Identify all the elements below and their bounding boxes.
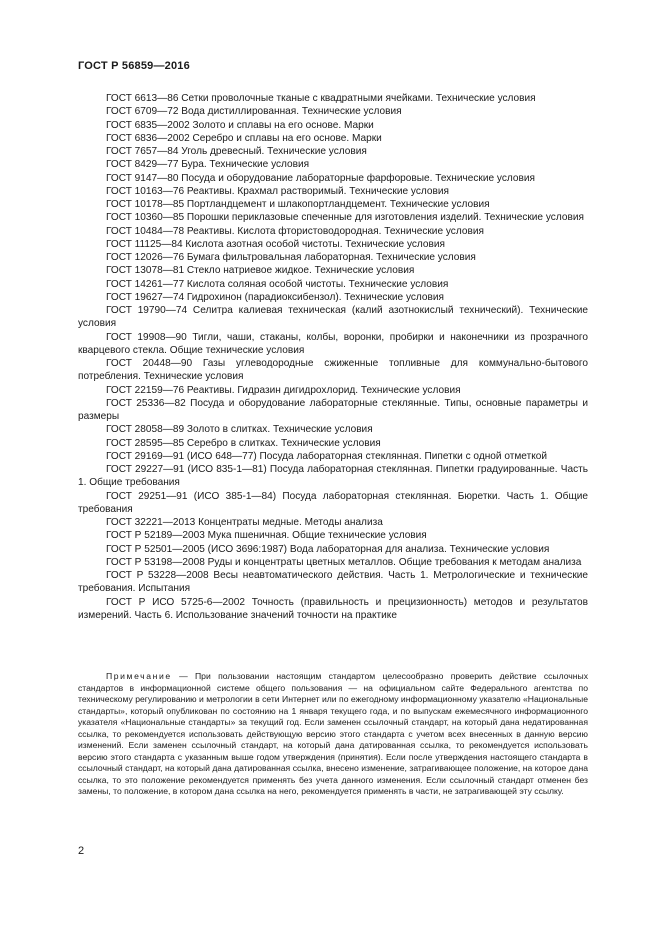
reference-item: ГОСТ 7657—84 Уголь древесный. Технические условия	[106, 146, 367, 157]
reference-item: ГОСТ 29251—91 (ИСО 385-1—84) Посуда лабораторная стеклянная. Бюретки. Часть 1. Общие требования	[78, 490, 588, 515]
reference-item: ГОСТ 6709—72 Вода дистиллированная. Технические условия	[106, 106, 402, 118]
reference-item: ГОСТ 32221—2013 Концентраты медные. Методы анализа	[106, 517, 383, 528]
reference-item: ГОСТ 29227—91 (ИСО 835-1—81) Посуда лабораторная стеклянная. Пипетки градуированные. Часть 1. Общие требования	[78, 464, 588, 489]
reference-item: ГОСТ 25336—82 Посуда и оборудование лабораторные стеклянные. Типы, основные параметры и размеры	[78, 397, 588, 422]
reference-item: ГОСТ 10484—78 Реактивы. Кислота фтористоводородная. Технические условия	[106, 225, 484, 237]
reference-item: ГОСТ 29169—91 (ИСО 648—77) Посуда лабораторная стеклянная. Пипетки с одной отметкой	[106, 450, 547, 462]
note-text: — При пользовании настоящим стандартом целесообразно проверить действие ссылочных стандартов в информационной системе общего пользования — на официальном сайте Федерального агентства по техническому регулированию и метрологии в сети Интернет или по ежегодному информационному указателю «Национальные стандарты», который опубликован по состоянию на 1 января текущего года, и по выпускам ежемесячного информационного указателя «Национальные стандарты» за текущий год. Если заменен ссылочный стандарт, на который дана недатированная ссылка, то рекомендуется использовать действующую версию этого стандарта с учетом всех внесенных в данную версию изменений. Если заменен ссылочный стандарт, на который дана датированная ссылка, то рекомендуется использовать версию этого стандарта с указанным выше годом утверждения (принятия). Если после утверждения настоящего стандарта в ссылочный стандарт, на который дана датированная ссылка, внесено изменение, затрагивающее положение, на которое дана ссылка, то это положение рекомендуется применять без учета данного изменения. Если ссылочный стандарт отменен без замены, то положение, в котором дана ссылка на него, рекомендуется применять в части, не затрагивающей эту ссылку.	[78, 671, 588, 796]
reference-item: ГОСТ 12026—76 Бумага фильтровальная лабораторная. Технические условия	[106, 252, 476, 263]
reference-item: ГОСТ Р 53198—2008 Руды и концентраты цветных металлов. Общие требования к методам анализа	[106, 556, 582, 568]
reference-item: ГОСТ Р ИСО 5725-6—2002 Точность (правильность и прецизионность) методов и результатов измерений. Часть 6. Использование значений точности на практике	[78, 596, 588, 621]
document-header: ГОСТ Р 56859—2016	[78, 60, 190, 72]
reference-item: ГОСТ Р 52501—2005 (ИСО 3696:1987) Вода лабораторная для анализа. Технические условия	[106, 543, 550, 555]
reference-item: ГОСТ 14261—77 Кислота соляная особой чистоты. Технические условия	[106, 278, 449, 290]
reference-item: ГОСТ 6835—2002 Золото и сплавы на его основе. Марки	[106, 119, 374, 131]
reference-item: ГОСТ 28058—89 Золото в слитках. Технические условия	[106, 424, 373, 436]
reference-item: ГОСТ 13078—81 Стекло натриевое жидкое. Технические условия	[106, 265, 415, 277]
reference-item: ГОСТ Р 52189—2003 Мука пшеничная. Общие технические условия	[106, 530, 427, 542]
page-number: 2	[78, 845, 85, 857]
note-paragraph	[78, 671, 588, 798]
reference-item: ГОСТ 19908—90 Тигли, чаши, стаканы, колбы, воронки, пробирки и наконечники из прозрачного кварцевого стекла. Общие технические условия	[78, 331, 588, 356]
normative-references-list	[78, 92, 588, 622]
reference-item: ГОСТ 10178—85 Портландцемент и шлакопортландцемент. Технические условия	[106, 199, 490, 210]
reference-item: ГОСТ 10163—76 Реактивы. Крахмал растворимый. Технические условия	[106, 185, 449, 197]
reference-item: ГОСТ 10360—85 Порошки периклазовые спеченные для изготовления изделий. Технические условия	[106, 212, 584, 224]
reference-item: ГОСТ 11125—84 Кислота азотная особой чистоты. Технические условия	[106, 238, 446, 250]
reference-item: ГОСТ Р 53228—2008 Весы неавтоматического действия. Часть 1. Метрологические и технические требования. Испытания	[78, 570, 588, 595]
reference-item: ГОСТ 19627—74 Гидрохинон (парадиоксибензол). Технические условия	[106, 291, 445, 303]
note-label: Примечание	[106, 671, 172, 681]
reference-item: ГОСТ 19790—74 Селитра калиевая техническая (калий азотнокислый технический). Технические условия	[78, 305, 588, 330]
reference-item: ГОСТ 6836—2002 Серебро и сплавы на его основе. Марки	[106, 132, 382, 144]
reference-item: ГОСТ 9147—80 Посуда и оборудование лабораторные фарфоровые. Технические условия	[106, 172, 535, 184]
reference-item: ГОСТ 22159—76 Реактивы. Гидразин дигидрохлорид. Технические условия	[106, 384, 461, 396]
reference-item: ГОСТ 8429—77 Бура. Технические условия	[106, 159, 310, 171]
reference-item: ГОСТ 6613—86 Сетки проволочные тканые с квадратными ячейками. Технические условия	[106, 93, 536, 104]
reference-item: ГОСТ 28595—85 Серебро в слитках. Технические условия	[106, 437, 381, 449]
reference-item: ГОСТ 20448—90 Газы углеводородные сжиженные топливные для коммунально-бытового потребления. Технические условия	[78, 358, 588, 383]
